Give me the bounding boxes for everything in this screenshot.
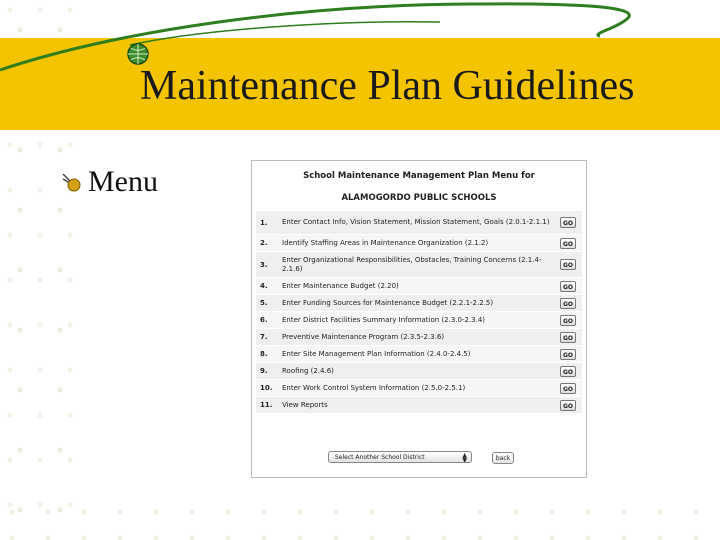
- decorative-pattern-bottom: [0, 500, 720, 540]
- go-button[interactable]: GO: [560, 281, 576, 292]
- menu-item-number: 3.: [260, 260, 268, 269]
- menu-item-label: View Reports: [282, 400, 328, 409]
- menu-item-number: 7.: [260, 333, 268, 341]
- go-button[interactable]: GO: [560, 332, 576, 343]
- menu-item: [256, 295, 582, 312]
- menu-item: [256, 329, 582, 346]
- go-button[interactable]: GO: [560, 259, 576, 270]
- go-button[interactable]: GO: [560, 383, 576, 394]
- menu-item: [256, 211, 582, 235]
- menu-item-number: 1.: [260, 218, 268, 227]
- menu-item: [256, 363, 582, 380]
- go-button[interactable]: GO: [560, 298, 576, 309]
- menu-item: [256, 397, 582, 414]
- go-button[interactable]: GO: [560, 315, 576, 326]
- menu-item-label: Preventive Maintenance Program (2.3.5-2.3.6): [282, 332, 445, 341]
- back-button[interactable]: back: [492, 452, 514, 464]
- menu-item-label: Identify Staffing Areas in Maintenance Organization (2.1.2): [282, 238, 489, 247]
- menu-item: [256, 346, 582, 363]
- menu-item-number: 4.: [260, 282, 268, 290]
- menu-item-number: 2.: [260, 239, 268, 247]
- bullet-text: Menu: [88, 165, 158, 198]
- menu-item: [256, 252, 582, 278]
- bullet-icon: [60, 170, 84, 194]
- menu-list: [256, 211, 582, 414]
- menu-item-number: 8.: [260, 350, 268, 358]
- menu-screenshot-panel: [251, 160, 587, 478]
- page-title: Maintenance Plan Guidelines: [140, 63, 635, 109]
- menu-item-number: 11.: [260, 401, 273, 409]
- menu-item-label: Enter District Facilities Summary Information (2.3.0-2.3.4): [282, 315, 486, 324]
- bullet-item-menu: [60, 165, 158, 199]
- go-button[interactable]: GO: [560, 238, 576, 249]
- menu-item: [256, 380, 582, 397]
- menu-item-number: 10.: [260, 384, 273, 392]
- go-button[interactable]: GO: [560, 366, 576, 377]
- menu-item-label: Enter Contact Info, Vision Statement, Mission Statement, Goals (2.0.1-2.1.1): [282, 218, 550, 226]
- menu-item-label: Enter Maintenance Budget (2.20): [282, 281, 399, 290]
- menu-item-label: Enter Funding Sources for Maintenance Budget (2.2.1-2.2.5): [282, 298, 494, 307]
- menu-item: [256, 312, 582, 329]
- select-arrows-icon: ▲ ▼: [462, 452, 467, 464]
- menu-item-label: Enter Site Management Plan Information (2.4.0-2.4.5): [282, 349, 471, 358]
- menu-item-label: Roofing (2.4.6): [282, 366, 334, 375]
- district-select-value: Select Another School District: [335, 453, 425, 461]
- menu-item: [256, 278, 582, 295]
- menu-item-number: 6.: [260, 316, 268, 324]
- panel-heading: School Maintenance Management Plan Menu for: [303, 171, 535, 181]
- district-select[interactable]: [328, 451, 472, 463]
- district-name: ALAMOGORDO PUBLIC SCHOOLS: [341, 193, 497, 203]
- menu-item-number: 9.: [260, 367, 268, 375]
- menu-item-label: Enter Organizational Responsibilities, Obstacles, Training Concerns (2.1.4-2.1.6): [282, 255, 542, 273]
- go-button[interactable]: GO: [560, 349, 576, 360]
- menu-item: [256, 235, 582, 252]
- go-button[interactable]: GO: [560, 217, 576, 228]
- menu-item-label: Enter Work Control System Information (2.5.0-2.5.1): [282, 383, 466, 392]
- go-button[interactable]: GO: [560, 400, 576, 411]
- menu-item-number: 5.: [260, 299, 268, 307]
